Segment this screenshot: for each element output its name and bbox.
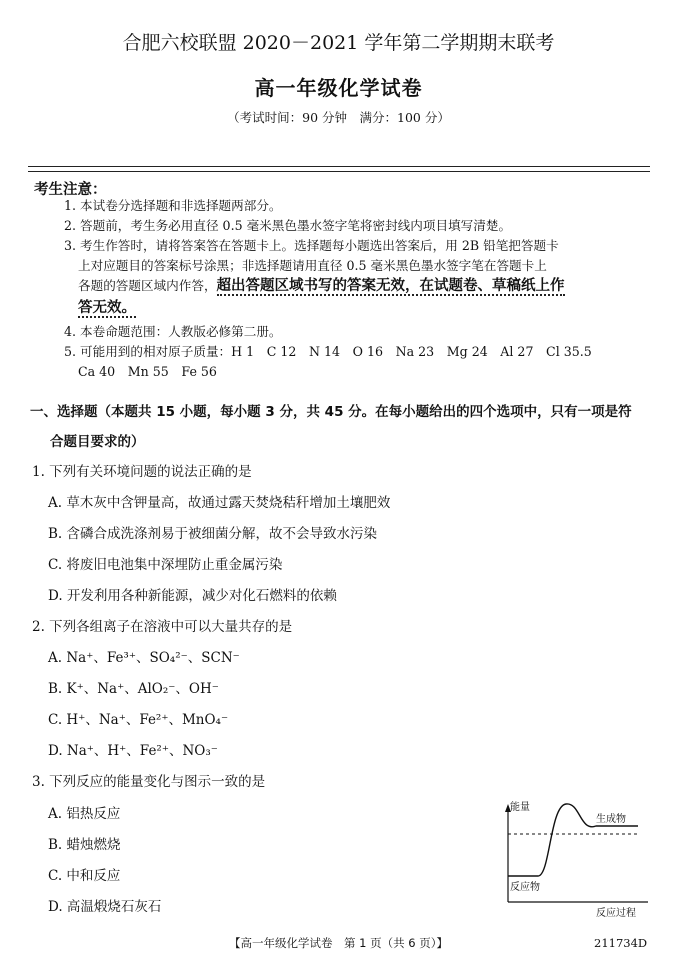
section-heading-cont: 合题目要求的） [50, 434, 145, 450]
notice-item-2: 2. 答题前，考生务必用直径 0.5 毫米黑色墨水签字笔将密封线内项目填写清楚。 [64, 218, 512, 233]
paper-code: 211734D [594, 936, 648, 950]
notice-item-4: 4. 本卷命题范围：人教版必修第二册。 [64, 324, 282, 339]
y-axis-label: 能量 [510, 802, 530, 813]
question-1-option-a: A. 草木灰中含钾量高，故通过露天焚烧秸秆增加土壤肥效 [48, 495, 391, 511]
question-1-option-d: D. 开发利用各种新能源，减少对化石燃料的依赖 [48, 588, 337, 604]
notice-item-5-line-2: Ca 40 Mn 55 Fe 56 [78, 364, 217, 379]
question-2-option-c: C. H⁺、Na⁺、Fe²⁺、MnO₄⁻ [48, 712, 229, 728]
notice-item-3-line-4 [78, 298, 136, 318]
question-1-stem: 1. 下列有关环境问题的说法正确的是 [32, 464, 252, 480]
question-2-option-a: A. Na⁺、Fe³⁺、SO₄²⁻、SCN⁻ [48, 650, 240, 666]
paper-subtitle: 高一年级化学试卷 [254, 76, 423, 100]
question-3-stem: 3. 下列反应的能量变化与图示一致的是 [32, 774, 266, 790]
question-3-option-a: A. 铝热反应 [48, 806, 121, 822]
notice-plain-text: 各题的答题区域内作答， [78, 278, 217, 293]
question-2-stem: 2. 下列各组离子在溶液中可以大量共存的是 [32, 619, 293, 635]
notice-emphasis: 答无效。 [78, 300, 136, 316]
question-1-option-b: B. 含磷合成洗涤剂易于被细菌分解，故不会导致水污染 [48, 526, 378, 542]
question-2-option-b: B. K⁺、Na⁺、AlO₂⁻、OH⁻ [48, 681, 219, 697]
notice-heading: 考生注意： [34, 182, 107, 198]
notice-emphasis: 超出答题区域书写的答案无效，在试题卷、草稿纸上作 [216, 278, 565, 294]
x-axis-label: 反应过程 [596, 908, 636, 919]
notice-item-3-line-3 [78, 276, 565, 296]
question-3-option-d: D. 高温煅烧石灰石 [48, 899, 162, 915]
page-footer: 【高一年级化学试卷 第 1 页（共 6 页）】 [228, 936, 448, 950]
notice-item-3-line-2: 上对应题目的答案标号涂黑；非选择题请用直径 0.5 毫米黑色墨水签字笔在答题卡上 [78, 258, 547, 273]
question-2-option-d: D. Na⁺、H⁺、Fe²⁺、NO₃⁻ [48, 743, 218, 759]
energy-diagram [488, 796, 663, 924]
exam-title: 合肥六校联盟 2020－2021 学年第二学期期末联考 [122, 32, 555, 54]
product-label: 生成物 [596, 814, 626, 825]
notice-item-3-line-1: 3. 考生作答时，请将答案答在答题卡上。选择题每小题选出答案后，用 2B 铅笔把答题卡 [64, 238, 559, 253]
divider-line [28, 166, 650, 167]
question-1-option-c: C. 将废旧电池集中深埋防止重金属污染 [48, 557, 283, 573]
exam-time-score: （考试时间：90 分钟 满分：100 分） [227, 110, 450, 125]
notice-item-5-line-1: 5. 可能用到的相对原子质量：H 1 C 12 N 14 O 16 Na 23 Mg 24 Al 27 Cl 35.5 [64, 344, 592, 359]
question-3-option-c: C. 中和反应 [48, 868, 121, 884]
divider-line [28, 171, 650, 172]
question-3-option-b: B. 蜡烛燃烧 [48, 837, 121, 853]
section-heading: 一、选择题（本题共 15 小题，每小题 3 分，共 45 分。在每小题给出的四个选项中，只有一项是符 [30, 404, 632, 420]
notice-item-1: 1. 本试卷分选择题和非选择题两部分。 [64, 198, 282, 213]
reactant-label: 反应物 [510, 882, 540, 893]
